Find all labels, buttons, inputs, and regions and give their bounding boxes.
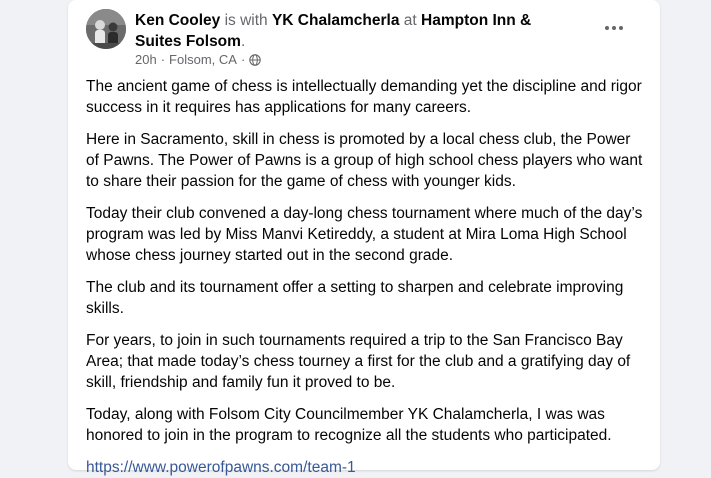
post-link[interactable]: https://www.powerofpawns.com/team-1 bbox=[86, 459, 356, 476]
post-place: Folsom, CA bbox=[169, 52, 237, 67]
dot-icon bbox=[605, 26, 609, 30]
period: . bbox=[240, 33, 246, 50]
dot-icon bbox=[619, 26, 623, 30]
post-meta bbox=[135, 52, 261, 67]
meta-separator-2: · bbox=[240, 52, 246, 67]
post-paragraph-2: Here in Sacramento, skill in chess is promoted by a local chess club, the Power of Pawns. The Power of Pawns is a group of high school chess players who want to share their passion for the game of chess with younger kids. bbox=[86, 131, 643, 190]
avatar-photo-icon bbox=[86, 9, 126, 49]
dot-icon bbox=[612, 26, 616, 30]
globe-icon[interactable] bbox=[249, 54, 261, 66]
post-body bbox=[86, 72, 642, 478]
at-text: at bbox=[399, 12, 421, 29]
avatar[interactable] bbox=[86, 9, 126, 49]
post-paragraph-1: The ancient game of chess is intellectually demanding yet the discipline and rigor success in it requires has applications for many careers. bbox=[86, 78, 642, 116]
with-text: is with bbox=[220, 12, 272, 29]
post-card bbox=[68, 0, 660, 476]
meta-separator: · bbox=[160, 52, 166, 67]
post-header bbox=[86, 0, 642, 72]
author-name[interactable]: Ken Cooley bbox=[135, 12, 221, 29]
post-paragraph-5: For years, to join in such tournaments required a trip to the San Francisco Bay Area; that made today’s chess tourney a first for the club and a gratifying day of skill, friendship and family fun it proved to be. bbox=[86, 332, 631, 391]
more-options-button[interactable] bbox=[600, 14, 628, 42]
post-paragraph-3: Today their club convened a day-long chess tournament where much of the day’s program was led by Miss Manvi Ketireddy, a student at Mira Loma High School whose chess journey started out in the second grade. bbox=[86, 205, 643, 264]
check-in-location[interactable]: Hampton Inn & Suites Folsom bbox=[135, 12, 532, 50]
post-paragraph-4: The club and its tournament offer a setting to sharpen and celebrate improving skills. bbox=[86, 279, 624, 317]
post-paragraph-6: Today, along with Folsom City Councilmember YK Chalamcherla, I was was honored to join in the program to recognize all the students who participated. bbox=[86, 406, 612, 444]
post-time[interactable]: 20h bbox=[135, 52, 157, 67]
author-line bbox=[135, 10, 575, 52]
tagged-person[interactable]: YK Chalamcherla bbox=[271, 12, 400, 29]
